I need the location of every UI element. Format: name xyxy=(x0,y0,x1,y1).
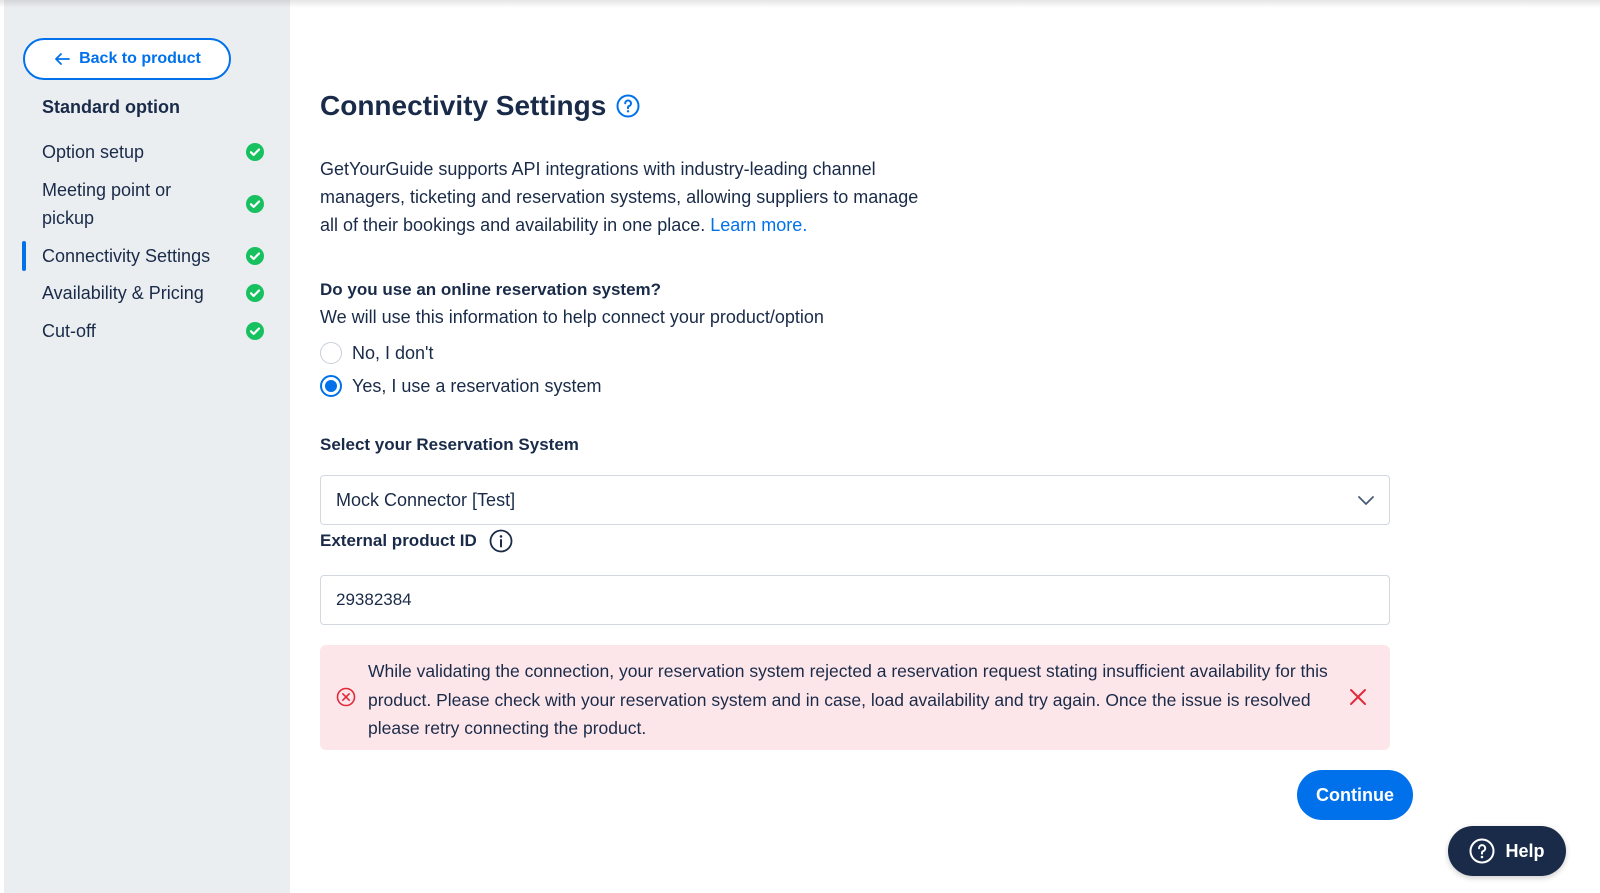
question-circle-icon[interactable] xyxy=(616,94,640,118)
external-product-id-input[interactable] xyxy=(320,575,1390,625)
top-shadow xyxy=(0,0,1600,8)
sidebar-item-label: Availability & Pricing xyxy=(42,283,204,303)
check-circle-icon xyxy=(246,195,264,213)
radio-yes-reservation-system[interactable] xyxy=(320,375,601,397)
reservation-system-select[interactable] xyxy=(320,475,1390,525)
back-to-product-button[interactable] xyxy=(23,38,231,80)
reservation-system-label xyxy=(320,435,579,455)
check-circle-icon xyxy=(246,284,264,302)
sidebar-item-label: Connectivity Settings xyxy=(42,246,211,266)
sidebar-item-label: Cut-off xyxy=(42,321,96,341)
option-title: Standard option xyxy=(42,97,180,117)
help-label: Help xyxy=(1505,840,1545,861)
check-circle-icon xyxy=(246,143,264,161)
arrow-left-icon xyxy=(53,50,71,68)
radio-button[interactable] xyxy=(320,342,342,364)
sidebar-item-label: Meeting point or pickup xyxy=(42,180,172,228)
check-circle-icon xyxy=(246,322,264,340)
reservation-system-label-text: Select your Reservation System xyxy=(320,435,579,454)
sidebar-item-availability-pricing[interactable] xyxy=(4,279,290,307)
intro-text: GetYourGuide supports API integrations with industry-leading channel managers, ticketing and reservation systems, allowing suppliers to manage all of their bookings and availability in one place. xyxy=(320,159,919,235)
sidebar-item-cut-off[interactable] xyxy=(4,317,290,345)
page-title xyxy=(320,90,640,122)
radio-no-reservation-system[interactable] xyxy=(320,342,433,364)
radio-button-selected[interactable] xyxy=(320,375,342,397)
help-button[interactable] xyxy=(1448,826,1566,876)
reservation-question-title: Do you use an online reservation system? xyxy=(320,280,662,299)
reservation-question-subtitle: We will use this information to help connect your product/option xyxy=(320,307,824,327)
reservation-system-value: Mock Connector [Test] xyxy=(336,489,516,510)
external-product-id-label xyxy=(320,529,513,553)
learn-more-link[interactable]: Learn more. xyxy=(710,215,808,235)
chevron-down-icon xyxy=(1357,493,1375,507)
error-message: While validating the connection, your reservation system rejected a reservation request stating insufficient availability for this product. Please check with your reservation system and in case, load availability and try again. Once the issue is resolved please retry connecting the product. xyxy=(368,661,1328,738)
continue-button[interactable]: Continue xyxy=(1297,770,1413,820)
sidebar-item-option-setup[interactable] xyxy=(4,138,290,166)
back-to-product-label: Back to product xyxy=(79,50,201,67)
error-circle-icon xyxy=(336,687,356,707)
external-product-id-label-text: External product ID xyxy=(320,531,477,550)
sidebar-item-meeting-point[interactable] xyxy=(4,176,290,232)
sidebar-item-label: Option setup xyxy=(42,142,145,162)
intro-paragraph xyxy=(320,155,920,239)
sidebar-item-connectivity-settings[interactable] xyxy=(4,241,290,271)
info-circle-icon[interactable] xyxy=(489,529,513,553)
close-icon[interactable] xyxy=(1348,687,1368,707)
radio-label: No, I don't xyxy=(352,342,434,363)
page-title-text: Connectivity Settings xyxy=(320,90,607,121)
question-circle-icon xyxy=(1469,838,1495,864)
error-alert xyxy=(320,645,1390,750)
sidebar xyxy=(4,0,290,893)
check-circle-icon xyxy=(246,247,264,265)
radio-label: Yes, I use a reservation system xyxy=(352,375,602,396)
main-content xyxy=(320,0,1410,893)
